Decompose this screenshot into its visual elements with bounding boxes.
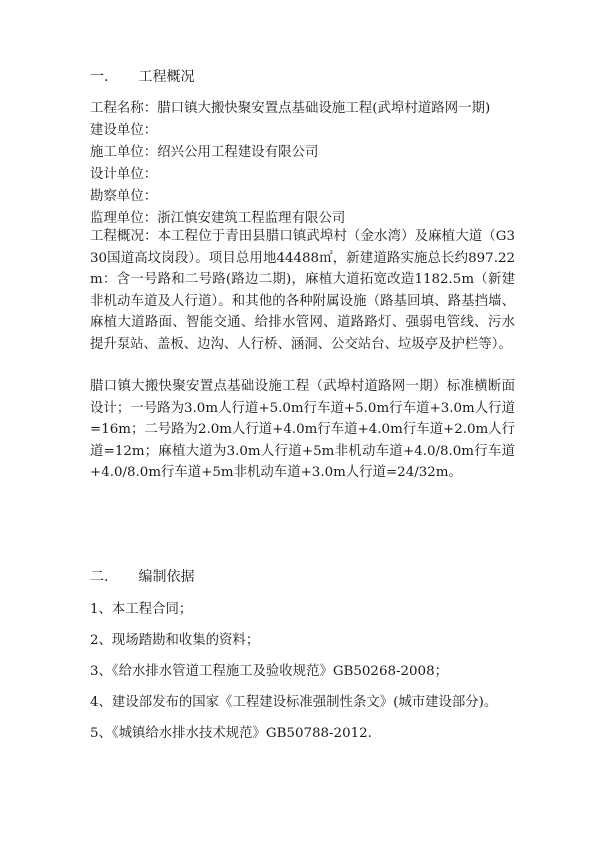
- basis-item-5: 5、《城镇给水排水技术规范》GB50788-2012.: [90, 726, 372, 741]
- field-design-unit: 设计单位：: [90, 167, 158, 182]
- section2-heading: [90, 566, 194, 586]
- basis-item-2: 2、现场踏勘和收集的资料；: [90, 633, 260, 648]
- field-supervision-unit: 监理单位：浙江慎安建筑工程监理有限公司: [90, 211, 346, 226]
- field-project-name: 工程名称：腊口镇大搬快聚安置点基础设施工程(武埠村道路网一期): [90, 101, 491, 116]
- field-builder-unit: 施工单位：绍兴公用工程建设有限公司: [90, 145, 319, 160]
- section1-heading: [90, 66, 194, 86]
- overview-paragraph: 工程概况：本工程位于青田县腊口镇武埠村（金水湾）及麻植大道（G330国道高坟岗段）。项目总用地44488㎡，新建道路实施总长约897.22m：含一号路和二号路(路边二期)，麻植大道拓宽改造1182.5m（新建非机动车道及人行道）。和其他的各种附属设施（路基回填、路基挡墙、麻植大道路面、智能交通、给排水管网、道路路灯、强弱电管线、污水提升泵站、盖板、边沟、人行桥、涵洞、公交站台、垃圾亭及护栏等）。: [90, 229, 515, 352]
- section2-title: 编制依据: [138, 569, 195, 585]
- section1-title: 工程概况: [138, 69, 195, 85]
- basis-item-4: 4、建设部发布的国家《工程建设标准强制性条文》(城市建设部分)。: [90, 695, 498, 710]
- section2-number: 二.: [90, 569, 109, 585]
- cross-section-paragraph: 腊口镇大搬快聚安置点基础设施工程（武埠村道路网一期）标准横断面设计；一号路为3.0m人行道+5.0m行车道+5.0m行车道+3.0m人行道=16m；二号路为2.0m人行道+4.0m行车道+4.0m行车道+2.0m人行道=12m；麻植大道为3.0m人行道+5m非机动车道+4.0/8.0m行车道+4.0/8.0m行车道+5m非机动车道+3.0m人行道=24/32m。: [90, 379, 515, 481]
- basis-item-3: 3、《给水排水管道工程施工及验收规范》GB50268-2008；: [90, 664, 448, 679]
- section1-number: 一.: [90, 69, 109, 85]
- field-survey-unit: 勘察单位：: [90, 189, 158, 204]
- basis-item-1: 1、本工程合同；: [90, 602, 193, 617]
- field-construction-unit: 建设单位：: [90, 123, 158, 138]
